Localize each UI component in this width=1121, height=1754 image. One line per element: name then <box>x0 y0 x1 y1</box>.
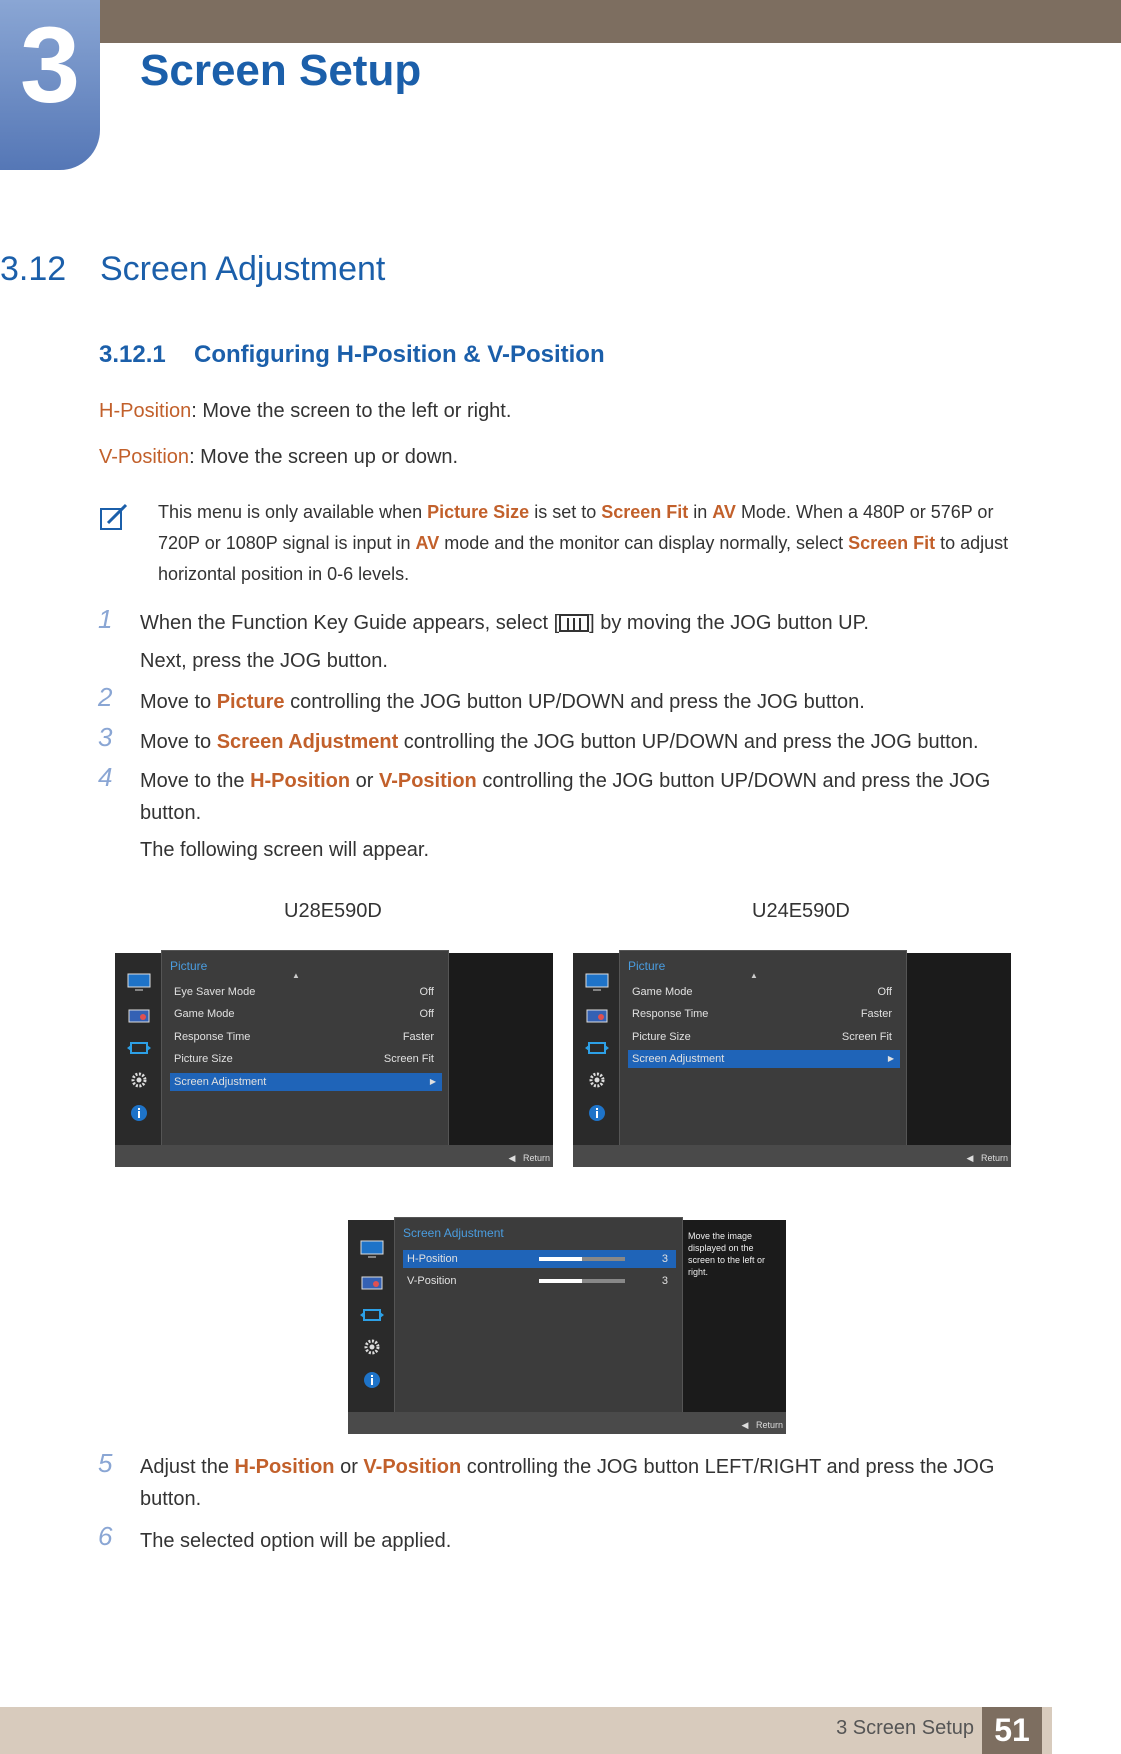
model-label-left: U28E590D <box>284 900 382 922</box>
menu-item-label: Picture Size <box>632 1031 691 1043</box>
menu-item[interactable] <box>403 1272 676 1290</box>
note-highlight: AV <box>415 533 440 553</box>
model-label-right: U24E590D <box>752 900 850 922</box>
h-position-slider[interactable] <box>539 1257 625 1261</box>
step-text: ] by moving the JOG button UP. <box>589 612 869 634</box>
menu-item-label: Response Time <box>174 1031 251 1043</box>
osd-menu-panel <box>161 950 449 1146</box>
step-text: Move to the <box>140 770 251 792</box>
osd-screen-u28 <box>115 953 553 1167</box>
picture-icon <box>360 1240 384 1258</box>
step-text: controlling the JOG button LEFT/RIGHT and press the JOG button. <box>140 1456 995 1510</box>
return-button[interactable] <box>509 1153 550 1164</box>
footer-chapter: 3 Screen Setup <box>836 1717 974 1739</box>
step-number: 6 <box>98 1521 113 1551</box>
term: H-Position <box>99 400 192 422</box>
step-number: 3 <box>98 722 113 752</box>
osd-screen-u24 <box>573 953 1011 1167</box>
section-number: 3.12 <box>0 250 67 288</box>
note-part: This menu is only available when <box>158 502 428 522</box>
menu-item-value: Screen Fit <box>841 1031 892 1043</box>
slider-fill <box>539 1279 582 1283</box>
menu-item[interactable] <box>628 1028 900 1046</box>
note-highlight: Screen Fit <box>848 533 936 553</box>
return-label: Return <box>755 1420 783 1430</box>
picture-icon <box>585 973 609 991</box>
note-part: to adjust horizontal position in 0-6 levels. <box>158 533 1009 584</box>
return-button[interactable] <box>967 1153 1008 1164</box>
menu-item-value: Faster <box>860 1008 892 1020</box>
menu-item-label: Picture Size <box>174 1053 233 1065</box>
information-icon <box>127 1104 151 1122</box>
osd-sidebar <box>348 1220 394 1434</box>
note-icon <box>100 503 128 531</box>
menu-item-value: Off <box>419 986 434 998</box>
menu-item-selected[interactable] <box>403 1250 676 1268</box>
subsection-title <box>99 341 605 369</box>
menu-item[interactable] <box>170 983 442 1001</box>
step-highlight: H-Position <box>234 1456 335 1478</box>
definition-text: : Move the screen to the left or right. <box>191 400 512 422</box>
information-icon <box>360 1371 384 1389</box>
osd-menu-panel <box>619 950 907 1146</box>
osd-bottom-bar <box>115 1145 553 1167</box>
step-highlight: Picture <box>216 691 285 713</box>
menu-item-value: 3 <box>661 1275 668 1287</box>
size-position-icon <box>360 1306 384 1324</box>
v-position-slider[interactable] <box>539 1279 625 1283</box>
menu-item-value: Off <box>877 986 892 998</box>
note-part: is set to <box>529 502 602 522</box>
menu-icon <box>559 614 589 632</box>
size-position-icon <box>585 1039 609 1057</box>
step-number: 1 <box>98 604 113 634</box>
subsection-number: 3.12.1 <box>99 341 166 368</box>
section-title-text: Screen Adjustment <box>100 250 386 288</box>
menu-item-value: 3 <box>661 1253 668 1265</box>
osd-bottom-bar <box>573 1145 1011 1167</box>
step-highlight: V-Position <box>378 770 477 792</box>
color-icon <box>360 1274 384 1292</box>
step-text: Adjust the <box>140 1456 235 1478</box>
menu-item-label: Response Time <box>632 1008 709 1020</box>
menu-item-label: Screen Adjustment <box>632 1053 725 1065</box>
menu-item[interactable] <box>170 1050 442 1068</box>
menu-item[interactable] <box>170 1005 442 1023</box>
step-text: controlling the JOG button UP/DOWN and press the JOG button. <box>284 691 865 713</box>
section-title <box>0 250 385 289</box>
menu-item-selected[interactable] <box>628 1050 900 1068</box>
menu-item-label: H-Position <box>407 1253 458 1265</box>
chapter-title: Screen Setup <box>140 46 422 95</box>
osd-menu-panel <box>394 1217 683 1413</box>
menu-title: Picture <box>628 959 666 973</box>
menu-title: Screen Adjustment <box>403 1226 504 1240</box>
scroll-up-icon: ▲ <box>750 971 758 980</box>
setup-gear-icon <box>127 1071 151 1089</box>
menu-item[interactable] <box>628 1005 900 1023</box>
menu-title: Picture <box>170 959 208 973</box>
scroll-up-icon: ▲ <box>292 971 300 980</box>
term: V-Position <box>99 446 190 468</box>
step-number: 2 <box>98 682 113 712</box>
menu-item-value: Faster <box>402 1031 434 1043</box>
information-icon <box>585 1104 609 1122</box>
menu-item-value: Off <box>419 1008 434 1020</box>
setup-gear-icon <box>585 1071 609 1089</box>
arrow-left-icon: ◀ <box>508 1153 523 1163</box>
step-6: The selected option will be applied. <box>140 1530 452 1552</box>
return-label: Return <box>980 1153 1008 1163</box>
note-part: mode and the monitor can display normally, select <box>439 533 849 553</box>
menu-item-label: Game Mode <box>632 986 693 998</box>
step-text: When the Function Key Guide appears, select [ <box>140 612 560 634</box>
step-number: 5 <box>98 1448 113 1478</box>
menu-item-value: Screen Fit <box>383 1053 434 1065</box>
step-5 <box>140 1451 1020 1515</box>
page-number: 51 <box>982 1707 1042 1754</box>
menu-item-label: Game Mode <box>174 1008 235 1020</box>
menu-item[interactable] <box>628 983 900 1001</box>
menu-item-label: Eye Saver Mode <box>174 986 256 998</box>
note-part: in <box>688 502 713 522</box>
definition-v-position <box>99 446 458 469</box>
chevron-right-icon: ▶ <box>429 1077 436 1086</box>
menu-item[interactable] <box>170 1028 442 1046</box>
page-footer <box>0 1707 1052 1754</box>
slider-fill <box>539 1257 582 1261</box>
note-text <box>158 497 1038 590</box>
step-2 <box>140 686 1020 718</box>
menu-item-selected[interactable] <box>170 1073 442 1091</box>
step-highlight: H-Position <box>250 770 351 792</box>
note-highlight: Picture Size <box>427 502 530 522</box>
osd-bottom-bar <box>348 1412 786 1434</box>
step-3 <box>140 726 1020 758</box>
step-1 <box>140 607 1020 639</box>
size-position-icon <box>127 1039 151 1057</box>
step-text: or <box>334 1456 364 1478</box>
arrow-left-icon: ◀ <box>966 1153 981 1163</box>
return-button[interactable] <box>742 1420 783 1431</box>
step-4-sub: The following screen will appear. <box>140 839 430 861</box>
menu-item-label: V-Position <box>407 1275 457 1287</box>
chapter-number: 3 <box>0 0 100 170</box>
help-text: Move the image displayed on the screen to the left or right. <box>688 1231 766 1277</box>
step-1-sub: Next, press the JOG button. <box>140 650 388 672</box>
osd-sidebar <box>573 953 619 1167</box>
picture-icon <box>127 973 151 991</box>
osd-sidebar <box>115 953 161 1167</box>
note-highlight: AV <box>712 502 736 522</box>
top-bar <box>0 0 1121 43</box>
color-icon <box>585 1007 609 1025</box>
step-text: Move to <box>140 691 217 713</box>
step-number: 4 <box>98 762 113 792</box>
step-highlight: Screen Adjustment <box>216 731 399 753</box>
step-text: controlling the JOG button UP/DOWN and press the JOG button. <box>398 731 979 753</box>
osd-screen-adjustment <box>348 1220 786 1434</box>
step-highlight: V-Position <box>363 1456 462 1478</box>
step-text: or <box>350 770 379 792</box>
note-part: Mode. When a 480P or 576P or 720P or 1080P signal is input in <box>158 502 994 553</box>
subsection-title-text: Configuring H-Position & V-Position <box>194 341 605 368</box>
menu-item-label: Screen Adjustment <box>174 1076 267 1088</box>
setup-gear-icon <box>360 1338 384 1356</box>
chevron-right-icon: ▶ <box>887 1054 894 1063</box>
note-highlight: Screen Fit <box>601 502 689 522</box>
definition-text: : Move the screen up or down. <box>189 446 459 468</box>
arrow-left-icon: ◀ <box>741 1420 756 1430</box>
color-icon <box>127 1007 151 1025</box>
definition-h-position <box>99 400 511 423</box>
return-label: Return <box>522 1153 550 1163</box>
step-text: Move to <box>140 731 217 753</box>
step-text: controlling the JOG button UP/DOWN and press the JOG button. <box>140 770 991 824</box>
step-4 <box>140 765 1020 829</box>
